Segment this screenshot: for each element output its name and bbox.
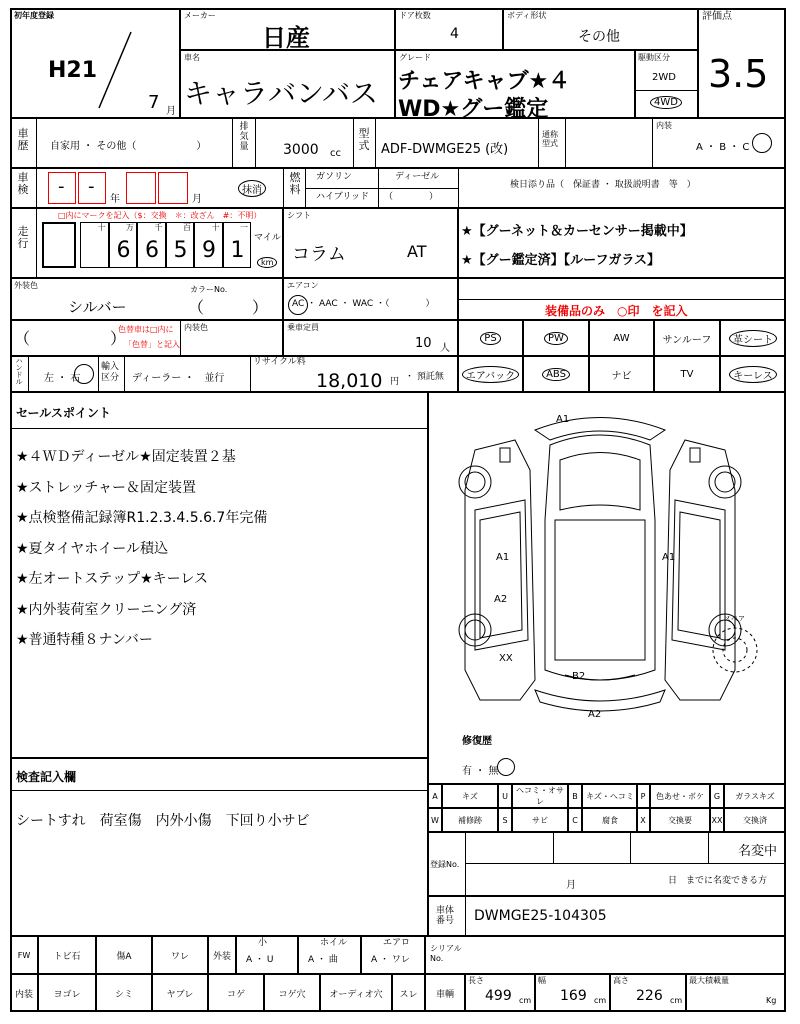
recycle-label: リサイクル料 — [253, 357, 306, 367]
legend-code — [710, 808, 724, 832]
equipment-item: サンルーフ — [662, 334, 712, 346]
reg-label: 初年度登録 — [14, 11, 54, 20]
int-defect-cell — [152, 974, 208, 1012]
capacity-label: 乗車定員 — [287, 323, 319, 332]
registration-label: 登録No. — [430, 860, 460, 869]
sales-point: ★点検整備記録簿R1.2.3.4.5.6.7年完備 — [16, 510, 268, 526]
disp-unit: cc — [330, 148, 341, 159]
legend-code-text: C — [572, 815, 578, 825]
ext-group-label: エアロ — [383, 938, 411, 948]
aircon-options: AC ・ AAC ・ WAC ・（ ） — [292, 299, 435, 309]
fuel-hybrid: ハイブリッド — [316, 192, 370, 202]
fuel-gas: ガソリン — [316, 172, 353, 182]
legend-code-text: W — [431, 815, 439, 825]
legend-code — [568, 808, 582, 832]
load-unit: Kg — [766, 996, 777, 1005]
score-value: 3.5 — [708, 52, 769, 96]
legend-code-text: B — [572, 791, 578, 801]
equipment-item: ABS — [542, 368, 570, 381]
legend-code-text: U — [502, 791, 508, 801]
legend-code-text: A — [432, 791, 438, 801]
legend-desc-text: 補修跡 — [458, 815, 482, 825]
sales-point: ★普通特種８ナンバー — [16, 632, 153, 648]
int-defect-cell — [208, 974, 264, 1012]
inspect-dash2: - — [88, 176, 95, 197]
inspect-box3 — [126, 172, 156, 204]
comment-line1: ★【グーネット＆カーセンサー掲載中】 — [461, 224, 693, 239]
ext-label-text: 外装 — [212, 951, 231, 962]
shift-label: シフト — [287, 211, 311, 220]
odometer-unit: 千 — [154, 223, 163, 232]
legend-desc-text: 交換要 — [668, 815, 692, 825]
legend-desc-text: 色あせ・ボケ — [656, 791, 704, 801]
legend-desc-text: ヘコミ・オサレ — [516, 786, 564, 806]
interior-label: 内装 — [656, 121, 672, 130]
car-diagram — [440, 400, 770, 740]
inspect-month-unit: 月 — [192, 194, 202, 205]
inspect-dash1: - — [58, 176, 65, 197]
ext-group-opts: A ・ 曲 — [308, 955, 338, 965]
inner-color-paren: （ ） — [14, 329, 127, 348]
equipment-cell — [654, 356, 720, 392]
outer-color-value: シルバー — [68, 298, 127, 316]
defect-text: 傷A — [116, 951, 132, 962]
ext-group-opts: A ・ U — [246, 955, 274, 965]
shift-trans: AT — [407, 242, 427, 261]
int-label-text: 内装 — [14, 989, 33, 1000]
dimension-label: 長さ — [468, 976, 484, 985]
serial-cell — [425, 936, 786, 974]
damage-mark-a1-right: A1 — [662, 552, 676, 563]
odometer-unit: 十 — [211, 223, 220, 232]
fuel-diesel: ディーゼル — [395, 172, 440, 182]
carname-value: キャラバンバス — [184, 77, 379, 110]
drive-2wd: 2WD — [652, 72, 676, 83]
drive-label: 駆動区分 — [638, 53, 670, 62]
equipment-item: 革シート — [729, 330, 777, 347]
odometer-digit: 9 — [202, 238, 216, 263]
aircon-label: エアコン — [287, 281, 319, 290]
int-defect-text: コゲ — [226, 989, 245, 1000]
int-defect-text: コゲ穴 — [278, 989, 306, 1000]
shift-type: コラム — [292, 244, 346, 265]
body-label: ボディ形状 — [507, 11, 547, 20]
int-defect-text: ヨゴレ — [53, 989, 81, 1000]
sales-title: セールスポイント — [16, 406, 111, 420]
legend-code — [498, 784, 512, 808]
legend-code — [710, 784, 724, 808]
mileage-label: 走 行 — [17, 225, 29, 250]
reg-month-unit: 月 — [166, 106, 176, 117]
legend-desc — [650, 808, 710, 832]
legend-code — [428, 784, 442, 808]
equip-header: 装備品のみ ○印 を記入 — [545, 304, 688, 318]
ext-group-label: 小 — [258, 938, 268, 948]
reg-month: 7 — [148, 92, 160, 113]
equipment-item: AW — [613, 332, 630, 344]
score-label: 評価点 — [702, 11, 732, 22]
spare-label: スペア — [724, 615, 745, 623]
dimension-label: 幅 — [538, 976, 546, 985]
legend-desc — [442, 784, 498, 808]
legend-desc — [582, 808, 638, 832]
registration-month: 月 — [566, 880, 576, 891]
history-value: 自家用 ・ その他（ ） — [50, 141, 207, 152]
odometer-digit: 5 — [173, 238, 188, 263]
recycle-unit: 円 — [390, 377, 400, 387]
defect-text: トビ石 — [53, 951, 81, 962]
body-value: その他 — [578, 29, 620, 45]
colorno-value: （ ） — [188, 298, 269, 317]
inspection-title: 検査記入欄 — [16, 770, 77, 784]
handle-right-circle — [74, 364, 94, 384]
sales-point: ★４ＷＤディーゼル★固定装置２基 — [16, 449, 236, 465]
colorchange-note2: 「色替」と記入 — [124, 340, 180, 349]
name-change: 名変中 — [738, 844, 778, 859]
inspect-box4 — [158, 172, 188, 204]
import-label: 輸入 区分 — [101, 362, 120, 383]
equipment-cell — [523, 356, 589, 392]
dimension-value: 499 — [485, 988, 512, 1004]
inspect-label: 車 検 — [17, 171, 29, 196]
defect-cell — [38, 936, 96, 974]
damage-mark-xx: XX — [499, 653, 513, 664]
equipment-cell — [589, 320, 654, 356]
legend-desc-text: 交換済 — [743, 815, 767, 825]
damage-mark-a1-top: A1 — [556, 414, 570, 425]
damage-mark-b2: B2 — [572, 671, 586, 682]
int-defect-cell — [392, 974, 425, 1012]
equipment-cell — [589, 356, 654, 392]
repair-label: 修復歴 — [462, 736, 492, 747]
odometer-unit: 十 — [97, 223, 106, 232]
sales-point: ★夏タイヤホイール積込 — [16, 540, 168, 557]
legend-desc-text: 腐食 — [602, 815, 618, 825]
fuel-other: （ ） — [384, 192, 439, 202]
damage-mark-a2-left: A2 — [494, 594, 508, 605]
dimension-value: 169 — [560, 988, 587, 1004]
equipment-item: キーレス — [729, 366, 777, 383]
capacity-value: 10 — [415, 336, 432, 351]
legend-desc-text: サビ — [532, 815, 548, 825]
legend-code — [636, 784, 650, 808]
legend-desc — [724, 784, 786, 808]
common-label: 通称 型式 — [542, 130, 558, 148]
int-defect-text: オーディオ穴 — [329, 989, 383, 1000]
grade-line1: チェアキャブ★４ — [398, 69, 571, 94]
legend-code-text: S — [502, 815, 508, 825]
int-label — [10, 974, 38, 1012]
vin-value: DWMGE25-104305 — [474, 908, 607, 924]
outer-color-label: 外装色 — [14, 281, 38, 290]
odometer-digit: 6 — [145, 238, 159, 263]
equipment-cell — [720, 356, 786, 392]
legend-code-text: G — [713, 791, 721, 801]
inspect-year-unit: 年 — [110, 194, 120, 205]
sales-point: ★内外装荷室クリーニング済 — [16, 601, 197, 618]
history-label: 車 歴 — [17, 127, 29, 152]
dimension-value: 226 — [636, 988, 663, 1004]
odometer-unit: 万 — [126, 223, 134, 232]
legend-desc — [512, 784, 568, 808]
mileage-km: km — [257, 257, 277, 268]
grade-line2: WD★グー鑑定 — [398, 97, 549, 122]
ext-group-label: ホイル — [320, 938, 348, 948]
size-label-text: 車輌 — [435, 989, 454, 1000]
model-label: 型 式 — [358, 127, 370, 152]
import-value: ディーラー ・ 並行 — [132, 373, 225, 384]
repair-none-circle — [497, 758, 515, 776]
defect-text: ワレ — [170, 951, 189, 962]
registration-cell — [428, 832, 786, 896]
defect-cell — [96, 936, 152, 974]
legend-code-text: X — [640, 815, 646, 825]
equipment-item: PW — [544, 332, 568, 345]
int-defect-cell — [320, 974, 392, 1012]
inner-color-label: 内装色 — [184, 323, 208, 332]
legend-desc — [650, 784, 710, 808]
equipment-item: TV — [680, 368, 694, 380]
fuel-label: 燃 料 — [289, 171, 301, 196]
recycle-value: 18,010 — [316, 370, 383, 392]
doors-value: 4 — [450, 26, 459, 42]
legend-desc — [512, 808, 568, 832]
equipment-cell — [654, 320, 720, 356]
dimension-unit: cm — [594, 996, 607, 1005]
load-label: 最大積載量 — [689, 976, 729, 985]
equipment-item: エアバック — [462, 366, 519, 383]
docs-included: 検日添り品（ 保証書 ・ 取扱説明書 等 ） — [510, 180, 696, 190]
model-value: ADF-DWMGE25 (改) — [381, 142, 509, 157]
int-defect-text: ヤブレ — [166, 989, 194, 1000]
ext-group-opts: A ・ ワレ — [371, 955, 410, 965]
drive-divider — [635, 90, 698, 91]
odometer-digit: 1 — [230, 238, 245, 263]
grade-label: グレード — [399, 53, 431, 62]
equipment-item: PS — [480, 332, 500, 345]
legend-desc-text: キズ — [462, 791, 478, 801]
defect-cell — [152, 936, 208, 974]
odometer-digit: 6 — [116, 238, 131, 263]
maker-label: メーカー — [184, 11, 216, 20]
inspection-text: シートすれ 荷室傷 内外小傷 下回り小サビ — [16, 813, 310, 829]
interior-c-circle — [752, 133, 772, 153]
int-defect-cell — [38, 974, 96, 1012]
disp-label: 排 気 量 — [239, 122, 249, 152]
legend-desc — [724, 808, 786, 832]
interior-grades: A ・ B ・ C — [696, 142, 750, 153]
capacity-unit: 人 — [440, 343, 450, 354]
inspect-status: 抹消 — [238, 180, 266, 197]
sales-point: ★左オートステップ★キーレス — [16, 571, 208, 587]
legend-desc — [582, 784, 638, 808]
legend-code — [498, 808, 512, 832]
int-defect-cell — [264, 974, 320, 1012]
repair-value: 有 ・ 無 — [462, 766, 499, 777]
equipment-cell — [720, 320, 786, 356]
legend-code — [428, 808, 442, 832]
mileage-note: □内にマークを記入（$：交換 ＊：改ざん #：不明） — [58, 211, 262, 220]
comment-line2: ★【グー鑑定済】【ルーフガラス】 — [461, 253, 660, 268]
handle-value: 左 ・ 右 — [44, 373, 81, 384]
damage-mark-a2-rear: A2 — [588, 709, 602, 720]
aircon-ac-circle — [288, 295, 308, 315]
equipment-cell — [458, 320, 523, 356]
damage-mark-a1-left: A1 — [496, 552, 510, 563]
dimension-unit: cm — [670, 996, 683, 1005]
fw-label-text: FW — [17, 950, 31, 960]
odometer-unit: 一 — [240, 223, 248, 232]
vin-label: 車体 番号 — [436, 906, 455, 926]
equipment-cell — [523, 320, 589, 356]
ext-label — [208, 936, 236, 974]
legend-desc-text: ガラスキズ — [735, 791, 775, 801]
mileage-mile: マイル — [254, 233, 281, 243]
maker-value: 日産 — [262, 24, 310, 52]
mileage-mark-box — [42, 222, 76, 268]
int-defect-text: スレ — [399, 989, 418, 1000]
size-label — [425, 974, 465, 1012]
equipment-cell — [458, 356, 523, 392]
legend-code — [568, 784, 582, 808]
colorchange-note1: 色替車は□内に — [118, 325, 174, 334]
legend-code — [636, 808, 650, 832]
legend-desc-text: キズ・ヘコミ — [586, 791, 634, 801]
serial-label: シリアル No. — [430, 944, 462, 963]
recycle-deposit: ・ 預託無 — [405, 372, 444, 382]
reg-slash — [95, 30, 135, 110]
int-defect-cell — [96, 974, 152, 1012]
legend-code-text: XX — [711, 815, 723, 825]
odometer-unit: 百 — [183, 223, 191, 232]
legend-desc — [442, 808, 498, 832]
displacement-value: 3000 — [283, 142, 319, 158]
carname-label: 車名 — [184, 53, 200, 62]
drive-4wd: 4WD — [650, 96, 682, 109]
legend-code-text: P — [640, 791, 646, 801]
handle-label: ハ ン ド ル — [15, 357, 23, 386]
doors-label: ドア枚数 — [399, 11, 431, 20]
sales-point: ★ストレッチャー＆固定装置 — [16, 479, 196, 496]
int-defect-text: シミ — [114, 989, 133, 1000]
dimension-label: 高さ — [613, 976, 629, 985]
fw-label — [10, 936, 38, 974]
reg-year: H21 — [48, 58, 98, 83]
dimension-unit: cm — [519, 996, 532, 1005]
equipment-item: ナビ — [611, 370, 632, 382]
colorno-label: カラーNo. — [190, 285, 228, 294]
registration-day: 日 までに名変できる方 — [668, 876, 768, 886]
